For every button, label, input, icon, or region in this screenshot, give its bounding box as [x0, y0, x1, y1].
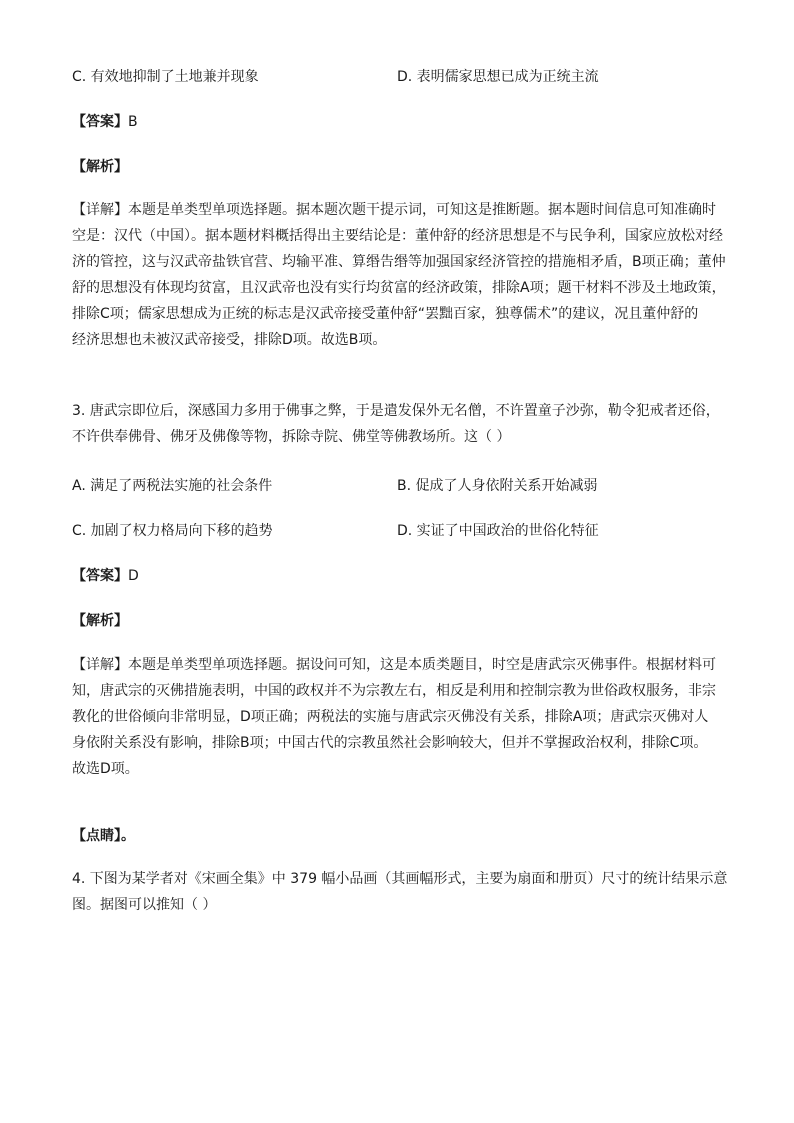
- q2-detail-line: 空是：汉代（中国）。据本题材料概括得出主要结论是：董仲舒的经济思想是不与民争利，国家应放松对经: [72, 228, 723, 244]
- q3-stem: [72, 398, 724, 450]
- q4-stem-line: 4. 下图为某学者对《宋画全集》中 379 幅小品画（其画幅形式，主要为扇面和册页）尺寸的统计结果示意: [72, 871, 728, 887]
- q3-detail-line: 【详解】本题是单类型单项选择题。据设问可知，这是本质类题目，时空是唐武宗灭佛事件。根据材料可: [72, 657, 716, 673]
- q3-option-d: D. 实证了中国政治的世俗化特征: [397, 523, 599, 539]
- q2-answer: [72, 112, 138, 132]
- q3-detail-line: 教化的世俗倾向非常明显，D项正确；两税法的实施与唐武宗灭佛没有关系，排除A项；唐武宗灭佛对人: [72, 709, 709, 725]
- q3-answer: [72, 566, 139, 586]
- q2-detail-line: 舒的思想没有体现均贫富，且汉武帝也没有实行均贫富的经济政策，排除A项；题干材料不涉及土地政策，: [72, 280, 726, 296]
- q4-stem: [72, 866, 728, 918]
- q2-analysis-label: 【解析】: [72, 159, 128, 175]
- q2-detail-paragraph: [72, 197, 724, 353]
- q2-detail-line: 济的管控，这与汉武帝盐铁官营、均输平准、算缗告缗等加强国家经济管控的措施相矛盾，B项正确；董仲: [72, 254, 726, 270]
- q4-stem-line: 图。据图可以推知（ ）: [72, 897, 217, 913]
- q2-answer-label: 【答案】: [72, 114, 128, 130]
- q3-option-b: B. 促成了人身依附关系开始减弱: [397, 478, 598, 494]
- q3-detail-line: 故选D项。: [72, 761, 139, 777]
- q3-detail-line: 知，唐武宗的灭佛措施表明，中国的政权并不为宗教左右，相反是利用和控制宗教为世俗政权服务，非宗: [72, 683, 716, 699]
- q2-answer-value: B: [128, 114, 138, 130]
- q3-stem-line: 3. 唐武宗即位后，深感国力多用于佛事之弊，于是遣发保外无名僧，不许置童子沙弥，勒令犯戒者还俗，: [72, 403, 720, 419]
- q3-answer-value: D: [128, 568, 139, 584]
- q3-analysis-label: 【解析】: [72, 613, 128, 629]
- q3-answer-label: 【答案】: [72, 568, 128, 584]
- q3-detail-line: 身依附关系没有影响，排除B项；中国古代的宗教虽然社会影响较大，但并不掌握政治权利，排除C项。: [72, 735, 708, 751]
- q3-option-c: C. 加剧了权力格局向下移的趋势: [72, 523, 273, 539]
- q2-option-c: C. 有效地抑制了土地兼并现象: [72, 69, 259, 85]
- q2-detail-line: 排除C项；儒家思想成为正统的标志是汉武帝接受董仲舒“罢黜百家，独尊儒术”的建议，况且董仲舒的: [72, 306, 699, 322]
- q2-detail-line: 【详解】本题是单类型单项选择题。据本题次题干提示词，可知这是推断题。据本题时间信息可知准确时: [72, 202, 716, 218]
- q3-comment-label: 【点睛】。: [72, 828, 135, 844]
- q3-stem-line: 不许供奉佛骨、佛牙及佛像等物，拆除寺院、佛堂等佛教场所。这（ ）: [72, 429, 511, 445]
- q2-option-d: D. 表明儒家思想已成为正统主流: [397, 69, 599, 85]
- q3-detail-paragraph: [72, 652, 724, 782]
- q3-option-a: A. 满足了两税法实施的社会条件: [72, 478, 273, 494]
- q2-detail-line: 经济思想也未被汉武帝接受，排除D项。故选B项。: [72, 332, 387, 348]
